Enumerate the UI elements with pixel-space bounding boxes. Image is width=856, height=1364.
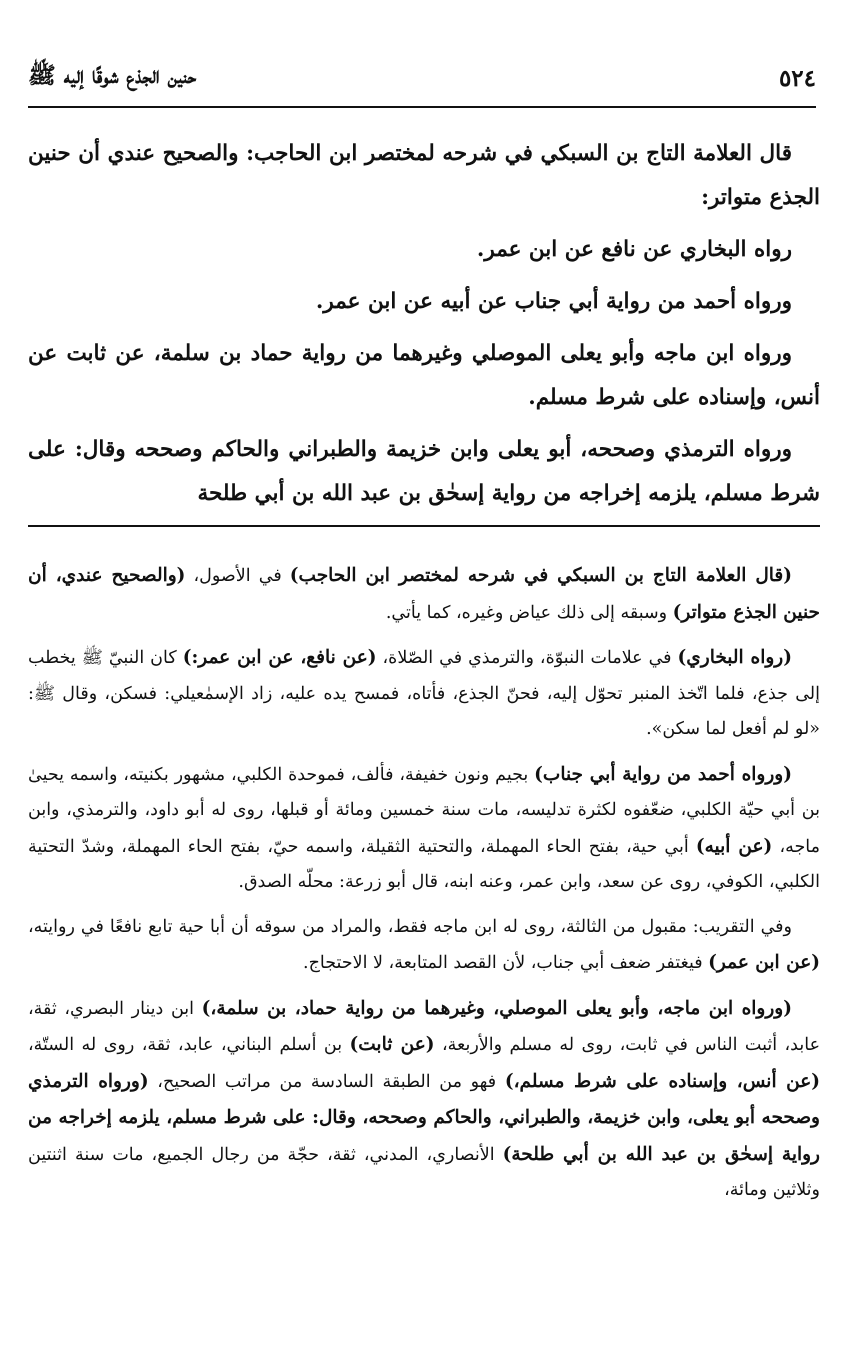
main-text [28,132,820,524]
commentary-paragraph [28,558,820,631]
running-title: حنين الجذع شوقًا إليه ﷺ [28,62,197,89]
commentary-text: وسبقه إلى ذلك عياض وغيره، كما يأتي. [385,602,673,623]
quoted-matn: (رواه البخاري) [677,647,792,668]
commentary-text: فيغتفر ضعف أبي جناب، لأن القصد المتابعة، لا الاحتجاج. [303,953,709,973]
page-header [28,56,816,100]
main-paragraph: قال العلامة التاج بن السبكي في شرحه لمختصر ابن الحاجب: والصحيح عندي أن حنين الجذع متواتر: [28,141,820,210]
quoted-matn: (ورواه ابن ماجه، وأبو يعلى الموصلي، وغيرهما من رواية حماد، بن سلمة،) [201,997,792,1019]
quoted-matn: (والصحيح عندي، أن حنين الجذع متواتر) [28,565,820,623]
quoted-matn: (ورواه الترمذي وصححه أبو يعلى، وابن خزيمة، والطبراني، والحاكم وصححه، وقال: على شرط مسلم، يلزمه إخراجه من رواية إسحٰق بن عبد الله بن أبي طلحة) [28,1070,820,1165]
quoted-matn: (عن ابن عمر) [708,952,820,973]
commentary-text: بجيم ونون خفيفة، فألف، فموحدة الكلبي، مشهور بكنيته، واسمه يحيىٰ بن أبي حيّة الكلبي، ضعّفوه لكثرة تدليسه، مات سنة خمسين ومائة أو قبلها، روى له أبو داود، والترمذي، وابن ماجه، [28,764,821,857]
main-paragraph: ورواه أحمد من رواية أبي جناب عن أبيه عن ابن عمر. [315,289,792,314]
header-divider [28,106,816,108]
commentary-text: الأنصاري، المدني، ثقة، حجّة من رجال الجميع، مات سنة اثنتين وثلاثين ومائة، [28,1144,820,1200]
commentary-text: كان النبيّ ﷺ يخطب إلى جذع، فلما اتّخذ المنبر تحوّل إليه، فحنّ الجذع، فأتاه، فمسح يده عليه، زاد الإسمٰعيلي: فسكن، وقال ﷺ: «لو لم أفعل لما سكن». [28,648,820,739]
quoted-matn: (عن أبيه) [695,835,773,857]
main-paragraph: رواه البخاري عن نافع عن ابن عمر. [476,237,792,262]
quoted-matn: (قال العلامة التاج بن السبكي في شرحه لمختصر ابن الحاجب) [289,565,792,586]
main-paragraph: ورواه ابن ماجه وأبو يعلى الموصلي وغيرهما من رواية حماد بن سلمة، عن ثابت عن أنس، وإسناده على شرط مسلم. [28,341,820,410]
commentary-text: بن أسلم البناني، عابد، ثقة، روى له الستّة، [28,1035,350,1055]
commentary-text: أبي حية، بفتح الحاء المهملة، والتحتية الثقيلة، واسمه حيّ، بفتح الحاء المهملة، وشدّ التحتية الكلبي، الكوفي، روى عن سعد، وابن عمر، وعنه ابنه، قال أبو زرعة: محلّه الصدق. [28,836,820,892]
commentary-paragraph [28,910,820,982]
commentary-text: فهو من الطبقة السادسة من مراتب الصحيح، [148,1071,505,1092]
footnote-divider [28,525,820,527]
quoted-matn: (عن ثابت) [349,1034,435,1055]
main-paragraph: ورواه الترمذي وصححه، أبو يعلى وابن خزيمة والطبراني والحاكم وصححه وقال: على شرط مسلم، يلزمه إخراجه من رواية إسحٰق بن عبد الله بن أبي طلحة [28,437,820,506]
commentary-paragraph [28,640,820,748]
quoted-matn: (عن أنس، وإسناده على شرط مسلم،) [504,1070,821,1092]
commentary-text: ابن دينار البصري، ثقة، عابد، أثبت الناس في ثابت، روى له مسلم والأربعة، [28,998,821,1055]
commentary [28,558,820,1218]
commentary-paragraph [28,757,820,901]
commentary-paragraph [28,991,820,1209]
commentary-text: في الأصول، [185,566,290,586]
quoted-matn: (عن نافع، عن ابن عمر:) [182,647,377,668]
commentary-text: وفي التقريب: مقبول من الثالثة، روى له ابن ماجه فقط، والمراد من سوقه أن أبا حية تابع نافعًا في روايته، [28,916,792,937]
quoted-matn: (ورواه أحمد من رواية أبي جناب) [534,763,792,785]
commentary-text: في علامات النبوّة، والترمذي في الصّلاة، [376,648,678,668]
page-number: ٥٢٤ [778,64,816,92]
